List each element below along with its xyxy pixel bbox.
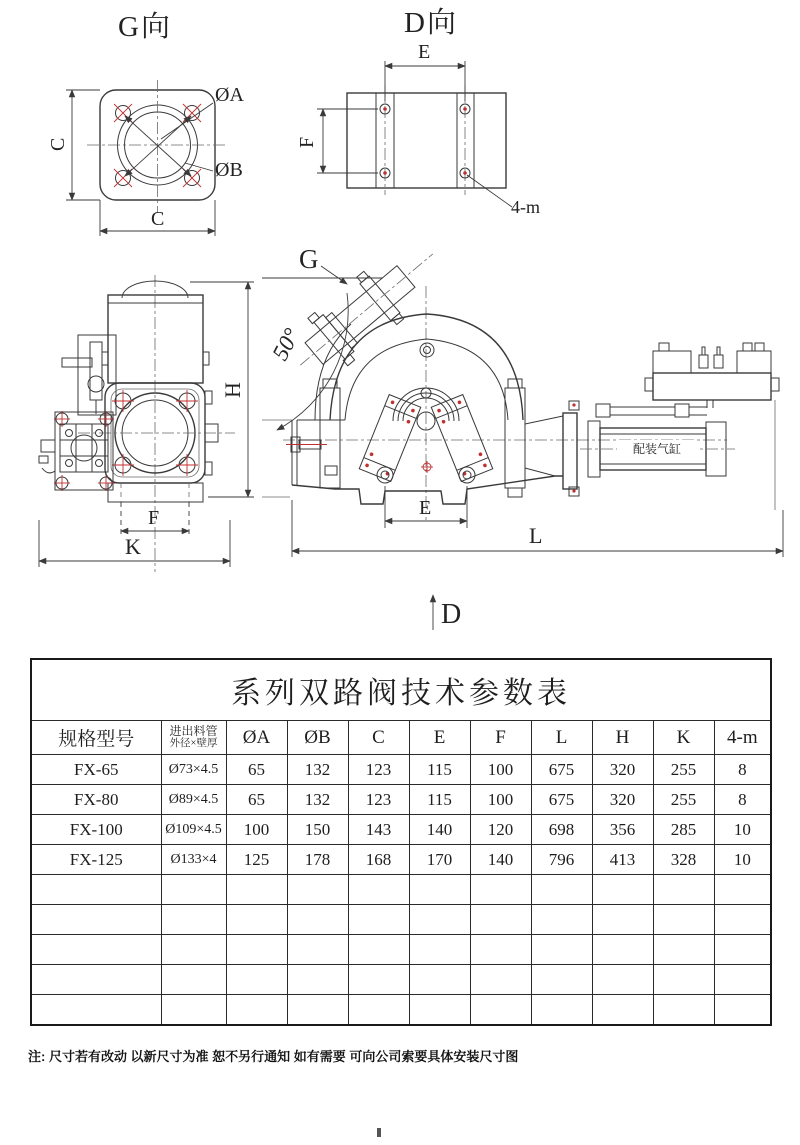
holes-label: 4-m — [511, 197, 540, 217]
spec-cell: Ø133×4 — [161, 845, 226, 875]
empty-cell — [531, 995, 592, 1025]
empty-cell — [470, 935, 531, 965]
empty-cell — [31, 935, 161, 965]
empty-row — [31, 935, 771, 965]
header-pipe-line1: 进出料管 — [169, 724, 218, 739]
spec-cell: 178 — [287, 845, 348, 875]
spec-row — [31, 845, 771, 875]
side-view-drawing — [255, 238, 800, 638]
spec-cell: 413 — [592, 845, 653, 875]
empty-cell — [161, 935, 226, 965]
empty-cell — [470, 995, 531, 1025]
spec-cell: 65 — [226, 785, 287, 815]
spec-cell: FX-65 — [31, 755, 161, 785]
empty-row — [31, 965, 771, 995]
spec-cell: 8 — [714, 755, 771, 785]
header-model: 规格型号 — [31, 721, 161, 755]
spec-cell: 255 — [653, 755, 714, 785]
empty-cell — [531, 905, 592, 935]
spec-cell: 796 — [531, 845, 592, 875]
empty-cell — [653, 965, 714, 995]
empty-cell — [161, 905, 226, 935]
spec-cell: 675 — [531, 785, 592, 815]
spec-cell: 168 — [348, 845, 409, 875]
empty-cell — [592, 875, 653, 905]
empty-cell — [531, 965, 592, 995]
h-label: H — [220, 382, 245, 398]
header-dim: E — [409, 721, 470, 755]
empty-cell — [714, 965, 771, 995]
spec-cell: 170 — [409, 845, 470, 875]
empty-cell — [592, 935, 653, 965]
empty-cell — [653, 935, 714, 965]
spec-row — [31, 755, 771, 785]
header-pipe-line2: 外径×壁厚 — [169, 738, 218, 750]
k-label: K — [125, 534, 141, 559]
header-dim: C — [348, 721, 409, 755]
spec-cell: 120 — [470, 815, 531, 845]
empty-cell — [226, 935, 287, 965]
footer-note: 注: 尺寸若有改动 以新尺寸为准 恕不另行通知 如有需要 可向公司索要具体安装尺寸图 — [28, 1049, 519, 1064]
empty-cell — [409, 935, 470, 965]
spec-table — [30, 658, 772, 1026]
empty-cell — [287, 875, 348, 905]
empty-cell — [226, 965, 287, 995]
empty-cell — [409, 965, 470, 995]
empty-cell — [31, 995, 161, 1025]
spec-cell: 698 — [531, 815, 592, 845]
empty-cell — [348, 875, 409, 905]
spec-cell: 100 — [226, 815, 287, 845]
empty-cell — [287, 905, 348, 935]
empty-row — [31, 995, 771, 1025]
front-view-drawing — [20, 272, 255, 587]
spec-cell: FX-100 — [31, 815, 161, 845]
e-label: E — [419, 497, 432, 519]
spec-cell: 100 — [470, 755, 531, 785]
empty-cell — [226, 905, 287, 935]
spec-cell: 115 — [409, 755, 470, 785]
spec-cell: 320 — [592, 785, 653, 815]
header-dim: F — [470, 721, 531, 755]
header-dim: ØB — [287, 721, 348, 755]
header-dim: 4-m — [714, 721, 771, 755]
cylinder-label: 配装气缸 — [632, 442, 682, 456]
empty-row — [31, 905, 771, 935]
spec-cell: Ø109×4.5 — [161, 815, 226, 845]
spec-cell: 123 — [348, 785, 409, 815]
header-dim: L — [531, 721, 592, 755]
dia-a-label: ØA — [215, 84, 244, 106]
empty-cell — [409, 995, 470, 1025]
header-dim: ØA — [226, 721, 287, 755]
spec-cell: 123 — [348, 755, 409, 785]
spec-cell: 132 — [287, 785, 348, 815]
empty-cell — [714, 935, 771, 965]
f-label: F — [148, 507, 160, 529]
e-label: E — [418, 41, 431, 63]
empty-cell — [653, 875, 714, 905]
spec-cell: FX-80 — [31, 785, 161, 815]
empty-cell — [653, 905, 714, 935]
angle-label: 50° — [267, 324, 305, 365]
empty-cell — [470, 875, 531, 905]
spec-cell: 328 — [653, 845, 714, 875]
spec-cell: 140 — [470, 845, 531, 875]
empty-cell — [592, 995, 653, 1025]
empty-cell — [409, 875, 470, 905]
empty-cell — [470, 905, 531, 935]
empty-cell — [161, 875, 226, 905]
g-view-drawing — [47, 75, 265, 245]
spec-cell: 100 — [470, 785, 531, 815]
table-title-row — [31, 659, 771, 721]
spec-cell: 150 — [287, 815, 348, 845]
l-label: L — [529, 523, 543, 548]
table-header-row — [31, 721, 771, 755]
empty-cell — [287, 995, 348, 1025]
empty-row — [31, 875, 771, 905]
empty-cell — [531, 875, 592, 905]
g-label: G — [299, 244, 319, 274]
empty-cell — [348, 965, 409, 995]
empty-cell — [161, 995, 226, 1025]
spec-cell: 356 — [592, 815, 653, 845]
f-label: F — [296, 136, 318, 148]
header-pipe — [161, 721, 226, 755]
empty-cell — [31, 875, 161, 905]
empty-cell — [348, 935, 409, 965]
plate-outline — [347, 93, 506, 188]
spec-cell: 143 — [348, 815, 409, 845]
spec-cell: FX-125 — [31, 845, 161, 875]
empty-cell — [226, 875, 287, 905]
empty-cell — [714, 875, 771, 905]
empty-cell — [592, 905, 653, 935]
c-bottom-label: C — [151, 208, 165, 230]
spec-table-data — [31, 755, 771, 1025]
spec-cell: 125 — [226, 845, 287, 875]
spec-cell: 115 — [409, 785, 470, 815]
empty-cell — [31, 905, 161, 935]
solenoid-manifold — [645, 343, 779, 400]
empty-cell — [348, 995, 409, 1025]
spec-cell: 10 — [714, 815, 771, 845]
spec-cell: 320 — [592, 755, 653, 785]
header-dim: K — [653, 721, 714, 755]
spec-cell: 675 — [531, 755, 592, 785]
empty-cell — [470, 965, 531, 995]
empty-cell — [409, 905, 470, 935]
empty-cell — [592, 965, 653, 995]
d-view-title: D向 — [404, 7, 458, 39]
spec-row — [31, 785, 771, 815]
c-left-label: C — [47, 137, 69, 151]
spec-cell: 132 — [287, 755, 348, 785]
empty-cell — [287, 935, 348, 965]
page-mark — [377, 1128, 381, 1137]
spec-cell: 285 — [653, 815, 714, 845]
empty-cell — [226, 995, 287, 1025]
header-dim: H — [592, 721, 653, 755]
empty-cell — [531, 935, 592, 965]
spec-cell: 255 — [653, 785, 714, 815]
d-label: D — [441, 599, 462, 630]
dia-b-label: ØB — [215, 159, 243, 181]
spec-cell: 140 — [409, 815, 470, 845]
empty-cell — [653, 995, 714, 1025]
d-view-drawing — [296, 35, 560, 220]
empty-cell — [714, 905, 771, 935]
spec-cell: 8 — [714, 785, 771, 815]
g-view-title: G向 — [118, 11, 172, 43]
spec-cell: Ø73×4.5 — [161, 755, 226, 785]
empty-cell — [31, 965, 161, 995]
spec-cell: Ø89×4.5 — [161, 785, 226, 815]
table-title: 系列双路阀技术参数表 — [31, 659, 771, 721]
empty-cell — [161, 965, 226, 995]
empty-cell — [714, 995, 771, 1025]
spec-cell: 65 — [226, 755, 287, 785]
spec-cell: 10 — [714, 845, 771, 875]
empty-cell — [348, 905, 409, 935]
spec-row — [31, 815, 771, 845]
empty-cell — [287, 965, 348, 995]
